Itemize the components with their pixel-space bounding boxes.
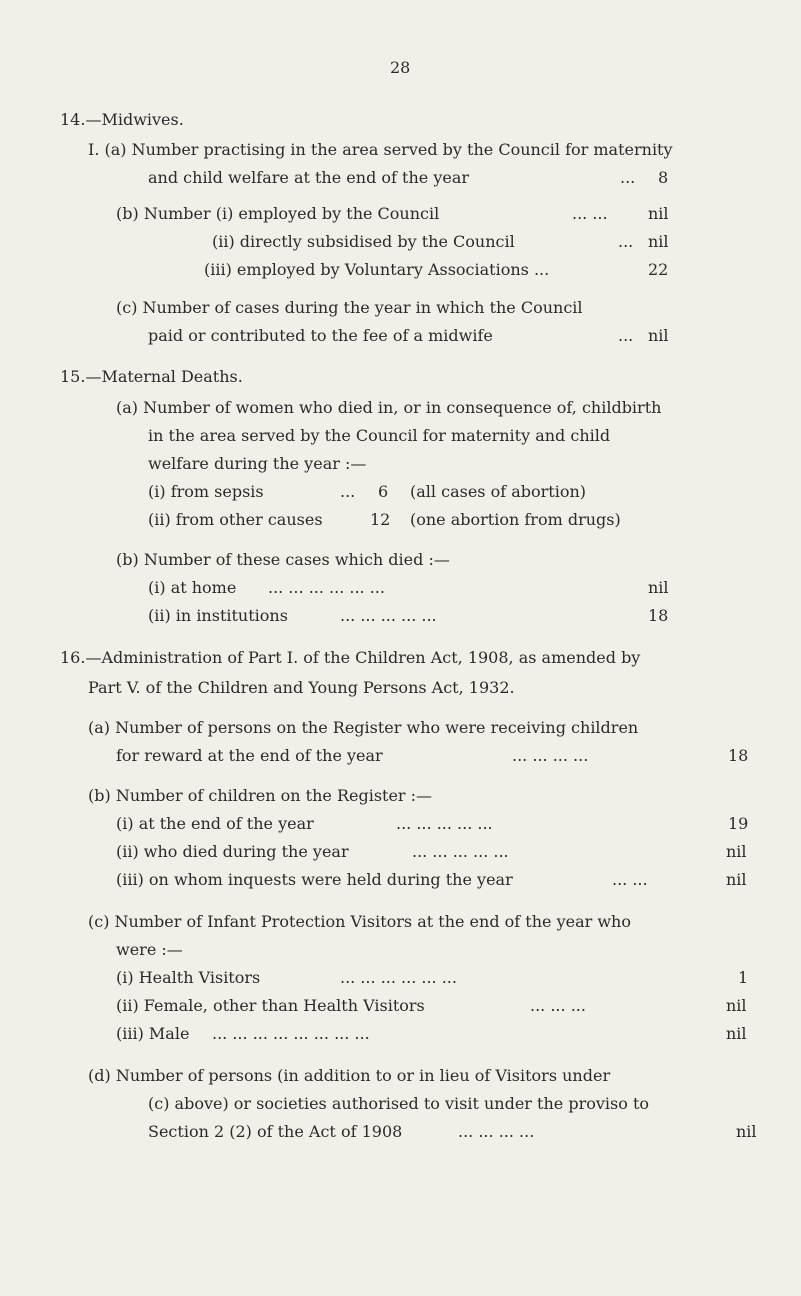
s16-d-value: nil (736, 1122, 757, 1141)
section-14-heading: 14.—Midwives. (60, 110, 184, 129)
s14-ia-line2: and child welfare at the end of the year (148, 168, 470, 187)
section-15-heading: 15.—Maternal Deaths. (60, 367, 243, 386)
s14-b-line2-value: nil (648, 232, 669, 251)
s14-c-dots: ... (618, 326, 634, 345)
s16-b-ii-label: (ii) who died during the year (116, 842, 349, 861)
s15-a-line2: in the area served by the Council for maternity and child (148, 426, 611, 445)
s15-b-ii-value: 18 (648, 606, 669, 625)
s16-d-line2: (c) above) or societies authorised to visit under the proviso to (148, 1094, 649, 1113)
s15-a-i-dots: ... (340, 482, 356, 501)
s16-a-line1: (a) Number of persons on the Register who were receiving children (88, 718, 639, 737)
s15-a-line3: welfare during the year :— (148, 454, 367, 473)
s14-b-line3-value: 22 (648, 260, 669, 279)
s16-c-line1: (c) Number of Infant Protection Visitors at the end of the year who (88, 912, 631, 931)
s16-c-ii-label: (ii) Female, other than Health Visitors (116, 996, 425, 1015)
s15-a-line1: (a) Number of women who died in, or in consequence of, childbirth (116, 398, 662, 417)
section-16-heading-line1: 16.—Administration of Part I. of the Children Act, 1908, as amended by (60, 648, 641, 667)
s16-c-i-value: 1 (738, 968, 749, 987)
s16-b-ii-value: nil (726, 842, 747, 861)
s16-d-line1: (d) Number of persons (in addition to or in lieu of Visitors under (88, 1066, 611, 1085)
s14-b-line1-dots: ... ... (572, 204, 608, 223)
s14-b-line3: (iii) employed by Voluntary Associations ... (204, 260, 550, 279)
s16-c-line2: were :— (116, 940, 183, 959)
s14-b-line2-dots: ... (618, 232, 634, 251)
s16-c-i-label: (i) Health Visitors (116, 968, 261, 987)
s15-a-i-value: 6 (378, 482, 389, 501)
s14-c-line2: paid or contributed to the fee of a midwife (148, 326, 493, 345)
s16-c-iii-dots: ... ... ... ... ... ... ... ... (212, 1024, 370, 1043)
section-16-heading-line2: Part V. of the Children and Young Persons Act, 1932. (88, 678, 515, 697)
s16-c-ii-value: nil (726, 996, 747, 1015)
s15-b-ii-dots: ... ... ... ... ... (340, 606, 437, 625)
s15-b-i-dots: ... ... ... ... ... ... (268, 578, 385, 597)
s16-b-iii-dots: ... ... (612, 870, 648, 889)
s14-c-value: nil (648, 326, 669, 345)
s16-c-iii-value: nil (726, 1024, 747, 1043)
s14-b-line1: (b) Number (i) employed by the Council (116, 204, 440, 223)
s14-c-line1: (c) Number of cases during the year in which the Council (116, 298, 583, 317)
s16-c-iii-label: (iii) Male (116, 1024, 190, 1043)
s14-b-line1-value: nil (648, 204, 669, 223)
s16-b-i-label: (i) at the end of the year (116, 814, 314, 833)
s15-a-i-label: (i) from sepsis (148, 482, 264, 501)
s16-d-line3: Section 2 (2) of the Act of 1908 (148, 1122, 403, 1141)
s15-b-ii-label: (ii) in institutions (148, 606, 288, 625)
s16-b-i-dots: ... ... ... ... ... (396, 814, 493, 833)
s16-b-i-value: 19 (728, 814, 749, 833)
s14-ia-value: 8 (658, 168, 669, 187)
s15-a-ii-label: (ii) from other causes (148, 510, 323, 529)
s16-a-line2: for reward at the end of the year (116, 746, 383, 765)
s15-a-ii-note: (one abortion from drugs) (410, 510, 621, 529)
s16-b-iii-value: nil (726, 870, 747, 889)
s16-c-ii-dots: ... ... ... (530, 996, 586, 1015)
s15-a-i-note: (all cases of abortion) (410, 482, 587, 501)
s16-c-i-dots: ... ... ... ... ... ... (340, 968, 457, 987)
s14-ia-dots: ... (620, 168, 636, 187)
s15-b-line1: (b) Number of these cases which died :— (116, 550, 450, 569)
s15-b-i-value: nil (648, 578, 669, 597)
s16-b-line1: (b) Number of children on the Register :— (88, 786, 433, 805)
s14-b-line2: (ii) directly subsidised by the Council (212, 232, 515, 251)
page-number: 28 (390, 58, 411, 77)
s15-a-ii-value: 12 (370, 510, 391, 529)
s16-a-dots: ... ... ... ... (512, 746, 589, 765)
s16-b-iii-label: (iii) on whom inquests were held during the year (116, 870, 513, 889)
s16-d-dots: ... ... ... ... (458, 1122, 535, 1141)
s16-b-ii-dots: ... ... ... ... ... (412, 842, 509, 861)
s15-b-i-label: (i) at home (148, 578, 237, 597)
s16-a-value: 18 (728, 746, 749, 765)
s14-ia-line1: I. (a) Number practising in the area served by the Council for maternity (88, 140, 673, 159)
